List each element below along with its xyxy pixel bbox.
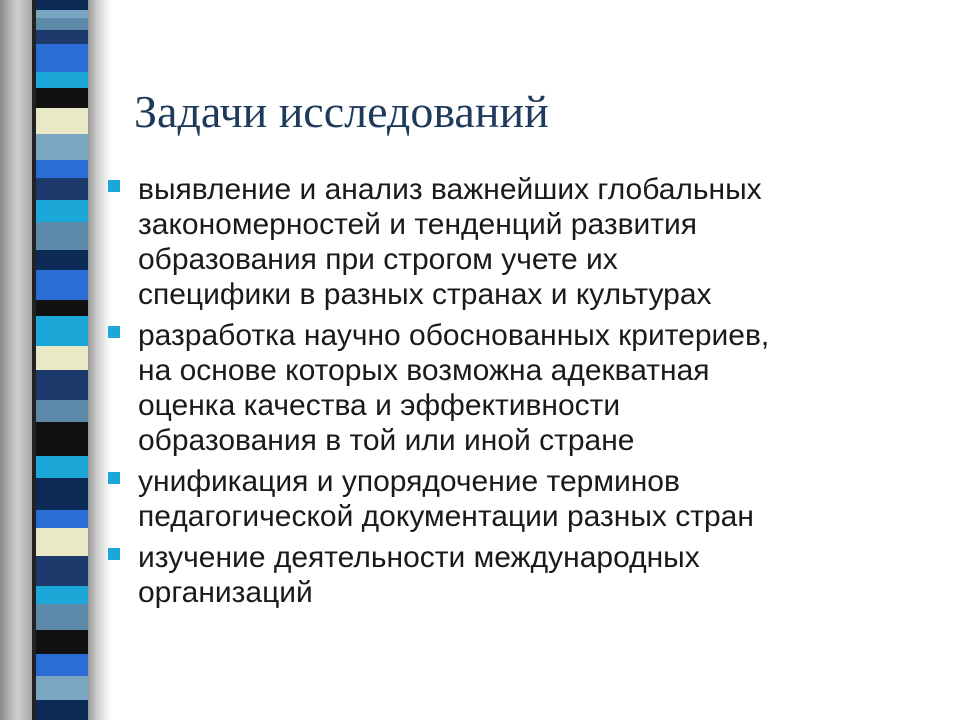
side-bar-color-blocks: [36, 0, 88, 720]
slide-title: Задачи исследований: [134, 86, 549, 137]
side-bar-block: [36, 160, 88, 178]
bullet-item: [108, 540, 948, 610]
side-bar-block: [36, 604, 88, 630]
side-bar-block: [36, 30, 88, 44]
side-bar-block: [36, 316, 88, 346]
side-bar-block: [36, 200, 88, 222]
side-bar-block: [36, 108, 88, 134]
side-bar-block: [36, 250, 88, 270]
bullet-text: разработка научно обоснованных критериев, на основе которых возможна адекватная оценка качества и эффективности образования в той или иной стране: [138, 319, 770, 457]
side-bar-block: [36, 0, 88, 10]
side-bar-block: [36, 586, 88, 604]
side-bar-block: [36, 456, 88, 478]
side-bar-block: [36, 178, 88, 200]
side-bar-block: [36, 700, 88, 720]
side-bar-block: [36, 676, 88, 700]
bullet-item: [108, 464, 948, 534]
square-bullet-icon: [108, 548, 120, 560]
side-bar-block: [36, 134, 88, 160]
bullet-text: выявление и анализ важнейших глобальных закономерностей и тенденций развития образования при строгом учете их специфики в разных странах и культурах: [138, 173, 762, 311]
decorative-side-bar: [0, 0, 112, 720]
side-bar-block: [36, 44, 88, 72]
side-bar-block: [36, 370, 88, 400]
side-bar-block: [36, 478, 88, 510]
side-bar-block: [36, 346, 88, 370]
bullet-text: изучение деятельности международных организаций: [138, 541, 700, 609]
side-bar-block: [36, 18, 88, 30]
side-bar-block: [36, 422, 88, 456]
side-bar-block: [36, 270, 88, 300]
side-bar-block: [36, 10, 88, 18]
side-bar-block: [36, 510, 88, 528]
square-bullet-icon: [108, 180, 120, 192]
side-bar-block: [36, 556, 88, 586]
side-bar-block: [36, 222, 88, 250]
square-bullet-icon: [108, 472, 120, 484]
bullet-item: [108, 318, 948, 458]
side-bar-block: [36, 300, 88, 316]
side-bar-block: [36, 630, 88, 654]
bullet-list: [108, 172, 948, 616]
side-bar-block: [36, 72, 88, 88]
side-bar-block: [36, 400, 88, 422]
side-bar-grey-strip: [0, 0, 32, 720]
side-bar-block: [36, 528, 88, 556]
square-bullet-icon: [108, 326, 120, 338]
bullet-item: [108, 172, 948, 312]
side-bar-block: [36, 654, 88, 676]
bullet-text: унификация и упорядочение терминов педагогической документации разных стран: [138, 465, 754, 533]
side-bar-block: [36, 88, 88, 108]
